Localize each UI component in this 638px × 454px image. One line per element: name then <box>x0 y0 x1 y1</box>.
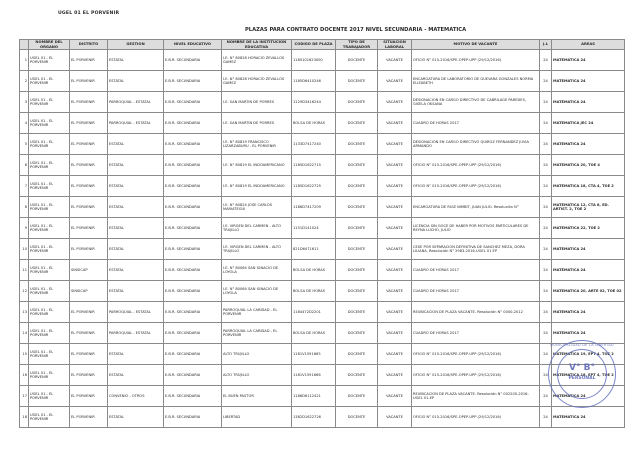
table-cell-nivel: E.B.R. SECUNDARIA <box>164 197 222 218</box>
table-cell-organo: UGEL 01 - EL PORVENIR <box>29 134 70 155</box>
table-cell-distrito: EL PORVENIR <box>70 176 108 197</box>
table-cell-distrito: SINSICAP <box>70 281 108 302</box>
table-cell-organo: UGEL 01 - EL PORVENIR <box>29 113 70 134</box>
table-row <box>20 92 625 113</box>
table-cell-jl: 24 <box>540 197 552 218</box>
table-cell-area: MATEMATICA 18, EPT 4, TOE 2 <box>552 365 625 386</box>
table-cell-ie: I.E. N° 80819 EL INDOAMERICANO <box>222 176 292 197</box>
table-row <box>20 50 625 71</box>
table-cell-distrito: EL PORVENIR <box>70 386 108 407</box>
table-row <box>20 407 625 428</box>
table-cell-codigo: 1181V1591665 <box>292 344 336 365</box>
table-cell-gestion: ESTATAL <box>108 176 164 197</box>
table-cell-situacion: VACANTE <box>378 71 412 92</box>
table-cell-ie: PARROQUIAL LA CARIDAD - EL PORVENIR <box>222 323 292 344</box>
table-cell-area: MATEMATICA 24 <box>552 302 625 323</box>
table-cell-motivo: CUADRO DE HORAS 2017 <box>412 113 540 134</box>
table-cell-motivo: REUBICACION DE PLAZA VACANTE- Resolución N° 0000-2012 <box>412 302 540 323</box>
table-cell-nivel: E.B.R. SECUNDARIA <box>164 71 222 92</box>
table-cell-organo: UGEL 01 - EL PORVENIR <box>29 71 70 92</box>
table-cell-tipo: DOCENTE <box>336 113 378 134</box>
table-cell-ie: ALTO TRUJILLO <box>222 344 292 365</box>
column-header: TIPO DE TRABAJADOR <box>336 40 378 50</box>
table-cell-gestion: PARROQUIAL - ESTATAL <box>108 92 164 113</box>
table-cell-area: MATEMATICA 24 <box>552 407 625 428</box>
table-cell-codigo: 1133D7417240 <box>292 134 336 155</box>
table-cell-ie: I.E. N° 80828 HORACIO ZEVALLOS GAMEZ <box>222 71 292 92</box>
vacancies-table <box>19 39 625 428</box>
table-cell-gestion: ESTATAL <box>108 281 164 302</box>
table-cell-tipo: DOCENTE <box>336 260 378 281</box>
table-cell-distrito: EL PORVENIR <box>70 407 108 428</box>
table-cell-n: 11 <box>20 260 29 281</box>
table-cell-tipo: DOCENTE <box>336 134 378 155</box>
table-cell-area: MATEMATICA JEC 24 <box>552 113 625 134</box>
table-cell-distrito: EL PORVENIR <box>70 344 108 365</box>
table-cell-n: 13 <box>20 302 29 323</box>
table-cell-ie: I.E. N° 80819 EL INDOAMERICANO <box>222 155 292 176</box>
table-cell-nivel: E.B.R. SECUNDARIA <box>164 407 222 428</box>
table-cell-area: MATEMATICA 24 <box>552 50 625 71</box>
table-row <box>20 302 625 323</box>
column-header: CODIGO DE PLAZA <box>292 40 336 50</box>
table-cell-organo: UGEL 01 - EL PORVENIR <box>29 281 70 302</box>
table-cell-organo: UGEL 01 - EL PORVENIR <box>29 260 70 281</box>
stamp-ring-text: MUNICIPALIDAD DE LA LIBERTAD <box>550 343 614 347</box>
table-row <box>20 323 625 344</box>
stamp-sub-text: PERSONAL <box>568 376 596 381</box>
table-cell-distrito: EL PORVENIR <box>70 197 108 218</box>
column-header <box>20 40 29 50</box>
table-cell-motivo: OFICIO N° 015-2016/SPE-OPEP-UPP (29/12/2016) <box>412 176 540 197</box>
table-cell-distrito: EL PORVENIR <box>70 71 108 92</box>
table-cell-nivel: E.B.R. SECUNDARIA <box>164 134 222 155</box>
document-header-ugel: UGEL 01 EL PORVENIR <box>58 11 120 16</box>
table-cell-n: 18 <box>20 407 29 428</box>
table-cell-jl: 24 <box>540 239 552 260</box>
table-cell-nivel: E.B.R. SECUNDARIA <box>164 344 222 365</box>
table-row <box>20 386 625 407</box>
table-cell-jl: 24 <box>540 50 552 71</box>
table-cell-ie: ALTO TRUJILLO <box>222 365 292 386</box>
table-cell-situacion: VACANTE <box>378 407 412 428</box>
table-cell-ie: I.E. SAN MARTIN DE PORRES <box>222 113 292 134</box>
table-cell-motivo: CUADRO DE HORAS 2017 <box>412 260 540 281</box>
table-cell-situacion: VACANTE <box>378 92 412 113</box>
stamp-main-text: V° B° <box>569 363 595 373</box>
column-header: SITUACION LABORAL <box>378 40 412 50</box>
table-cell-situacion: VACANTE <box>378 239 412 260</box>
table-cell-organo: UGEL 01 - EL PORVENIR <box>29 407 70 428</box>
table-cell-gestion: PARROQUIAL - ESTATAL <box>108 323 164 344</box>
table-cell-codigo: BOLSA DE HORAS <box>292 323 336 344</box>
table-cell-codigo: 1186D7417209 <box>292 197 336 218</box>
table-row <box>20 218 625 239</box>
table-cell-situacion: VACANTE <box>378 386 412 407</box>
table-cell-gestion: ESTATAL <box>108 407 164 428</box>
table-cell-area: MATEMATICA 24 <box>552 239 625 260</box>
table-cell-area: MATEMATICA 24 <box>552 71 625 92</box>
table-cell-motivo: ENCARGATURA DE RUIZ NIMBIT, JUAN JULIO. Resolución N° <box>412 197 540 218</box>
stamp-inner-ring <box>557 349 607 399</box>
table-cell-n: 17 <box>20 386 29 407</box>
table-cell-tipo: DOCENTE <box>336 197 378 218</box>
table-cell-tipo: DOCENTE <box>336 386 378 407</box>
table-cell-distrito: EL PORVENIR <box>70 302 108 323</box>
table-cell-tipo: DOCENTE <box>336 239 378 260</box>
table-cell-motivo: DESIGNACION EN CARGO DIRECTIVO QUIROZ FERNANDEZ JUVIA ARMANDO <box>412 134 540 155</box>
table-cell-distrito: EL PORVENIR <box>70 218 108 239</box>
table-cell-codigo: BOLSA DE HORAS <box>292 260 336 281</box>
table-cell-organo: UGEL 01 - EL PORVENIR <box>29 218 70 239</box>
table-cell-motivo: DESIGNACION EN CARGO DIRECTIVO DE CABRILAGE PAREDES, GISELA OKSANA <box>412 92 540 113</box>
table-cell-ie: I.E. VIRGEN DEL CARMEN - ALTO TRUJILLO <box>222 218 292 239</box>
table-cell-organo: UGEL 01 - EL PORVENIR <box>29 50 70 71</box>
table-cell-tipo: DOCENTE <box>336 365 378 386</box>
table-cell-situacion: VACANTE <box>378 113 412 134</box>
table-cell-jl: 24 <box>540 365 552 386</box>
table-cell-distrito: EL PORVENIR <box>70 92 108 113</box>
table-cell-area: MATEMATICA 12, CTA 8, ED. ARTIST. 2, TOE 2 <box>552 197 625 218</box>
table-cell-jl: 24 <box>540 71 552 92</box>
table-cell-codigo: BOLSA DE HORAS <box>292 113 336 134</box>
table-cell-motivo: OFICIO N° 015-2016/SPE-OPEP-UPP (29/12/2016) <box>412 155 540 176</box>
table-cell-motivo: LICENCIA SIN GOCE DE HABER POR MOTIVOS PARTICULARES DE REYNA LUCHO, JULIO <box>412 218 540 239</box>
table-cell-n: 7 <box>20 176 29 197</box>
table-cell-n: 3 <box>20 92 29 113</box>
table-cell-motivo: REUBICACION DE PLAZA VACANTE- Resolución N° 002205-2016-UGEL 01-EP <box>412 386 540 407</box>
column-header: J.L <box>540 40 552 50</box>
table-cell-motivo: CUADRO DE HORAS 2017 <box>412 281 540 302</box>
table-cell-tipo: DOCENTE <box>336 155 378 176</box>
table-cell-area: MATEMATICA 20, ARTE 02, TOE 02 <box>552 281 625 302</box>
approval-stamp <box>548 340 616 408</box>
table-cell-n: 2 <box>20 71 29 92</box>
table-cell-distrito: SINSICAP <box>70 260 108 281</box>
table-row <box>20 134 625 155</box>
table-row <box>20 260 625 281</box>
table-cell-codigo: 1185D1622715 <box>292 155 336 176</box>
table-cell-ie: I.E. VIRGEN DEL CARMEN - ALTO TRUJILLO <box>222 239 292 260</box>
table-row <box>20 176 625 197</box>
table-cell-distrito: EL PORVENIR <box>70 365 108 386</box>
table-cell-tipo: DOCENTE <box>336 407 378 428</box>
table-cell-organo: UGEL 01 - EL PORVENIR <box>29 92 70 113</box>
table-cell-nivel: E.B.R. SECUNDARIA <box>164 113 222 134</box>
table-cell-gestion: ESTATAL <box>108 50 164 71</box>
table-cell-gestion: ESTATAL <box>108 155 164 176</box>
table-cell-motivo: ENCARGATURA DE LABORATORIO DE GUEVARA GONZALES NORMA ELIZABETH <box>412 71 540 92</box>
table-cell-nivel: E.B.R. SECUNDARIA <box>164 155 222 176</box>
table-cell-jl: 24 <box>540 176 552 197</box>
table-cell-tipo: DOCENTE <box>336 302 378 323</box>
table-row <box>20 365 625 386</box>
table-cell-nivel: E.B.R. SECUNDARIA <box>164 302 222 323</box>
table-cell-gestion: ESTATAL <box>108 260 164 281</box>
table-cell-nivel: E.B.R. SECUNDARIA <box>164 323 222 344</box>
table-row <box>20 155 625 176</box>
table-cell-area: MATEMATICA 22, TOE 2 <box>552 218 625 239</box>
table-cell-area: MATEMATICA 24 <box>552 260 625 281</box>
table-cell-area: MATEMATICA 24 <box>552 323 625 344</box>
table-cell-n: 9 <box>20 218 29 239</box>
table-cell-gestion: ESTATAL <box>108 71 164 92</box>
table-cell-motivo: CESE POR SEPARACION DEFINITIVA DE SANCHEZ MEZA, DORA LILIANA, Resolución N° 2983-2016-UGEL 01 EP <box>412 239 540 260</box>
table-cell-nivel: E.B.R. SECUNDARIA <box>164 260 222 281</box>
table-cell-jl: 24 <box>540 92 552 113</box>
table-row <box>20 281 625 302</box>
table-cell-jl: 24 <box>540 113 552 134</box>
table-cell-jl: 24 <box>540 323 552 344</box>
table-cell-area: MATEMATICA 24 <box>552 92 625 113</box>
table-cell-area: MATEMATICA 18, CTA 4, TOE 2 <box>552 176 625 197</box>
table-cell-nivel: E.B.R. SECUNDARIA <box>164 50 222 71</box>
table-cell-area: MATEMATICA 20, TOE 4 <box>552 155 625 176</box>
table-cell-jl: 24 <box>540 218 552 239</box>
table-cell-distrito: EL PORVENIR <box>70 239 108 260</box>
table-cell-distrito: EL PORVENIR <box>70 113 108 134</box>
table-cell-area: MATEMATICA 24 <box>552 134 625 155</box>
column-header: AREAS <box>552 40 625 50</box>
column-header: GESTION <box>108 40 164 50</box>
table-cell-situacion: VACANTE <box>378 176 412 197</box>
table-cell-organo: UGEL 01 - EL PORVENIR <box>29 386 70 407</box>
table-cell-n: 4 <box>20 113 29 134</box>
table-row <box>20 113 625 134</box>
table-cell-tipo: DOCENTE <box>336 176 378 197</box>
table-cell-motivo: CUADRO DE HORAS 2017 <box>412 323 540 344</box>
table-cell-area: MATEMATICA 24 <box>552 386 625 407</box>
table-cell-gestion: ESTATAL <box>108 239 164 260</box>
table-cell-ie: I.E. N° 80064 SAN IGNACIO DE LOYOLA <box>222 260 292 281</box>
table-cell-codigo: 1129D3416244 <box>292 92 336 113</box>
table-cell-jl: 24 <box>540 134 552 155</box>
table-cell-motivo: OFICIO N° 015-2016/SPE-OPEP-UPP (29/12/2016) <box>412 365 540 386</box>
table-cell-situacion: VACANTE <box>378 323 412 344</box>
document-title: PLAZAS PARA CONTRATO DOCENTE 2017 NIVEL SECUNDARIA - MATEMATICA <box>245 27 467 33</box>
table-cell-tipo: DOCENTE <box>336 50 378 71</box>
table-cell-situacion: VACANTE <box>378 155 412 176</box>
table-cell-nivel: E.B.R. SECUNDARIA <box>164 365 222 386</box>
column-header: NOMBRE DEL ORGANO <box>29 40 70 50</box>
table-row <box>20 197 625 218</box>
table-cell-situacion: VACANTE <box>378 260 412 281</box>
table-cell-n: 5 <box>20 134 29 155</box>
table-cell-organo: UGEL 01 - EL PORVENIR <box>29 302 70 323</box>
table-cell-nivel: E.B.R. SECUNDARIA <box>164 176 222 197</box>
table-cell-jl: 24 <box>540 344 552 365</box>
table-cell-n: 10 <box>20 239 29 260</box>
table-cell-gestion: ESTATAL <box>108 365 164 386</box>
table-cell-codigo: BOLSA DE HORAS <box>292 281 336 302</box>
table-cell-n: 14 <box>20 323 29 344</box>
table-cell-codigo: 821D6471611 <box>292 239 336 260</box>
table-cell-gestion: ESTATAL <box>108 197 164 218</box>
table-cell-area: MATEMATICA 19, EPT 4, TOE 2 <box>552 344 625 365</box>
table-cell-gestion: PARROQUIAL - ESTATAL <box>108 113 164 134</box>
table-cell-ie: I.E. N° 80064 SAN IGNACIO DE LOYOLA <box>222 281 292 302</box>
table-cell-tipo: DOCENTE <box>336 344 378 365</box>
table-cell-situacion: VACANTE <box>378 302 412 323</box>
table-cell-organo: UGEL 01 - EL PORVENIR <box>29 197 70 218</box>
table-cell-organo: UGEL 01 - EL PORVENIR <box>29 239 70 260</box>
column-header: DISTRITO <box>70 40 108 50</box>
table-cell-distrito: EL PORVENIR <box>70 323 108 344</box>
table-cell-nivel: E.B.R. SECUNDARIA <box>164 281 222 302</box>
table-cell-jl: 24 <box>540 281 552 302</box>
table-cell-distrito: EL PORVENIR <box>70 155 108 176</box>
table-cell-jl: 24 <box>540 386 552 407</box>
table-cell-jl: 24 <box>540 155 552 176</box>
table-cell-n: 6 <box>20 155 29 176</box>
table-row <box>20 239 625 260</box>
table-cell-nivel: E.B.R. SECUNDARIA <box>164 92 222 113</box>
table-cell-situacion: VACANTE <box>378 365 412 386</box>
table-cell-codigo: 1181V1591666 <box>292 365 336 386</box>
table-cell-n: 1 <box>20 50 29 71</box>
table-cell-organo: UGEL 01 - EL PORVENIR <box>29 344 70 365</box>
table-cell-codigo: 1185101623000 <box>292 50 336 71</box>
table-cell-gestion: PARROQUIAL - ESTATAL <box>108 302 164 323</box>
table-cell-tipo: DOCENTE <box>336 71 378 92</box>
table-cell-jl: 24 <box>540 302 552 323</box>
table-cell-situacion: VACANTE <box>378 218 412 239</box>
table-cell-nivel: E.B.R. SECUNDARIA <box>164 386 222 407</box>
table-cell-codigo: 1184472D2201 <box>292 302 336 323</box>
table-header-row <box>20 40 625 50</box>
table-cell-n: 12 <box>20 281 29 302</box>
table-cell-tipo: DOCENTE <box>336 92 378 113</box>
table-cell-motivo: OFICIO N° 015-2016/SPE-OPEP-UPP (29/12/2016) <box>412 344 540 365</box>
table-cell-distrito: EL PORVENIR <box>70 134 108 155</box>
table-cell-gestion: ESTATAL <box>108 218 164 239</box>
table-cell-tipo: DOCENTE <box>336 218 378 239</box>
table-cell-jl: 24 <box>540 407 552 428</box>
table-cell-n: 16 <box>20 365 29 386</box>
table-cell-ie: PARROQUIAL LA CARIDAD - EL PORVENIR <box>222 302 292 323</box>
table-cell-tipo: DOCENTE <box>336 323 378 344</box>
table-row <box>20 344 625 365</box>
table-cell-situacion: VACANTE <box>378 50 412 71</box>
table-cell-ie: I.E. N° 80824 JOSE CARLOS MARIATEGUI <box>222 197 292 218</box>
table-cell-ie: I.E. SAN MARTIN DE PORRES <box>222 92 292 113</box>
table-cell-codigo: 1185D6410246 <box>292 71 336 92</box>
table-cell-situacion: VACANTE <box>378 197 412 218</box>
table-cell-distrito: EL PORVENIR <box>70 50 108 71</box>
table-cell-n: 8 <box>20 197 29 218</box>
table-cell-situacion: VACANTE <box>378 281 412 302</box>
table-cell-ie: I.E. N° 80819 FRANCISCO LIZARZABURU - EL PORVENIR <box>222 134 292 155</box>
table-cell-ie: EL BUEN PASTOR <box>222 386 292 407</box>
table-cell-motivo: OFICIO N° 015-2016/SPE-OPEP-UPP (29/12/2016) <box>412 407 540 428</box>
table-cell-codigo: 1382D1622726 <box>292 407 336 428</box>
table-cell-organo: UGEL 01 - EL PORVENIR <box>29 176 70 197</box>
table-cell-organo: UGEL 01 - EL PORVENIR <box>29 323 70 344</box>
table-cell-situacion: VACANTE <box>378 134 412 155</box>
column-header: NIVEL EDUCATIVO <box>164 40 222 50</box>
table-cell-tipo: DOCENTE <box>336 281 378 302</box>
table-cell-situacion: VACANTE <box>378 344 412 365</box>
table-cell-codigo: 1151D141024 <box>292 218 336 239</box>
table-cell-ie: LIBERTAD <box>222 407 292 428</box>
table-cell-ie: I.E. N° 80828 HORACIO ZEVALLOS GAMEZ <box>222 50 292 71</box>
table-cell-jl: 24 <box>540 260 552 281</box>
table-cell-gestion: CONVENIO - OTROS <box>108 386 164 407</box>
table-cell-organo: UGEL 01 - EL PORVENIR <box>29 365 70 386</box>
table-cell-codigo: 1185D1622725 <box>292 176 336 197</box>
table-cell-motivo: OFICIO N° 015-2016/SPE-OPEP-UPP (29/12/2016) <box>412 50 540 71</box>
table-cell-nivel: E.B.R. SECUNDARIA <box>164 239 222 260</box>
table-cell-codigo: 1186D6112421 <box>292 386 336 407</box>
column-header: MOTIVO DE VACANTE <box>412 40 540 50</box>
table-cell-n: 15 <box>20 344 29 365</box>
table-cell-organo: UGEL 01 - EL PORVENIR <box>29 155 70 176</box>
table-row <box>20 71 625 92</box>
table-cell-nivel: E.B.R. SECUNDARIA <box>164 218 222 239</box>
column-header: NOMBRE DE LA INSTITUCION EDUCATIVA <box>222 40 292 50</box>
table-cell-gestion: ESTATAL <box>108 134 164 155</box>
table-cell-gestion: ESTATAL <box>108 344 164 365</box>
